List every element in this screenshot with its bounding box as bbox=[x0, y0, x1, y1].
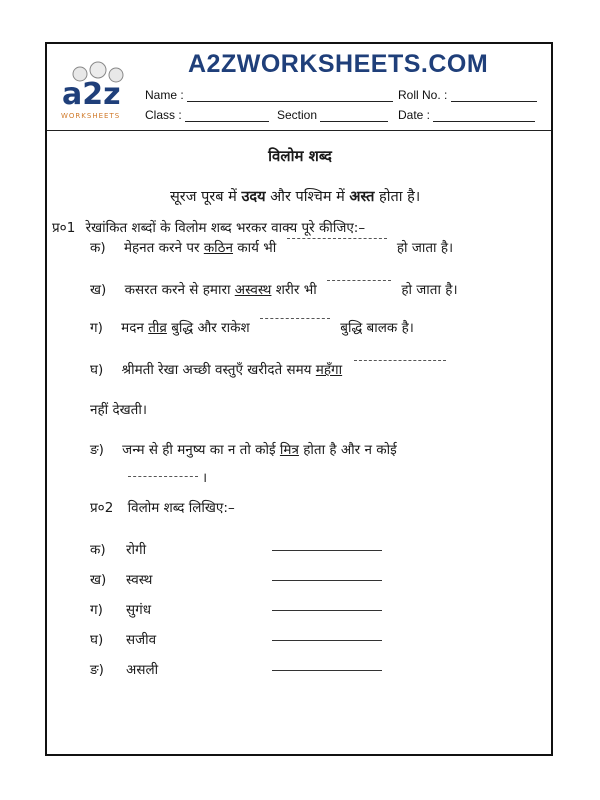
item-text: मदन bbox=[121, 320, 149, 336]
example-text: सूरज पूरब में bbox=[170, 189, 242, 205]
item-text: होता है और न कोई bbox=[298, 442, 397, 458]
item-text: हो जाता है। bbox=[396, 240, 454, 256]
date-label: Date : bbox=[398, 108, 431, 122]
item-text: मेहनत करने पर bbox=[123, 240, 204, 256]
q2-item-ga bbox=[90, 600, 382, 618]
item-label: क) bbox=[90, 542, 106, 558]
example-sentence bbox=[170, 186, 420, 206]
example-text: होता है। bbox=[374, 189, 421, 205]
item-label: ख) bbox=[90, 572, 107, 588]
item-text: बुद्धि बालक है। bbox=[340, 320, 414, 336]
q1-item-ka bbox=[90, 238, 453, 256]
class-field bbox=[145, 108, 269, 122]
example-text: और पश्चिम में bbox=[265, 189, 350, 205]
item-text: जन्म से ही मनुष्य का न तो कोई bbox=[122, 442, 280, 458]
name-blank[interactable] bbox=[187, 89, 393, 102]
item-text: शरीर भी bbox=[271, 282, 317, 298]
q1-item-kha bbox=[90, 280, 458, 298]
q1-item-gha-cont: नहीं देखती। bbox=[90, 402, 147, 418]
q1-item-ga bbox=[90, 318, 414, 336]
site-title: A2ZWORKSHEETS.COM bbox=[188, 50, 489, 78]
q2-instruction: विलोम शब्द लिखिए:– bbox=[127, 500, 235, 516]
q2-item-ka bbox=[90, 540, 382, 558]
underlined-word: तीव्र bbox=[148, 320, 167, 336]
class-blank[interactable] bbox=[185, 109, 269, 122]
item-word: रोगी bbox=[126, 542, 147, 558]
roll-label: Roll No. : bbox=[398, 88, 448, 102]
q2-number: प्र०2 bbox=[90, 500, 114, 516]
section-blank[interactable] bbox=[320, 109, 388, 122]
q1-item-gha bbox=[90, 360, 446, 378]
q1-instruction: रेखांकित शब्दों के विलोम शब्द भरकर वाक्य पूरे कीजिए:– bbox=[85, 220, 366, 236]
date-field bbox=[398, 108, 535, 122]
item-label: ङ) bbox=[90, 662, 104, 678]
date-blank[interactable] bbox=[433, 109, 535, 122]
q2-item-gha bbox=[90, 630, 382, 648]
item-text: हो जाता है। bbox=[401, 282, 458, 298]
q2-item-kha bbox=[90, 570, 382, 588]
underlined-word: मित्र bbox=[279, 442, 299, 458]
item-label: क) bbox=[90, 240, 106, 256]
underlined-word: महँगा bbox=[315, 362, 343, 378]
class-label: Class : bbox=[145, 108, 182, 122]
example-word-2: अस्त bbox=[349, 189, 375, 205]
page-title: विलोम शब्द bbox=[268, 147, 332, 165]
item-text: श्रीमती रेखा अच्छी वस्तुएँ खरीदते समय bbox=[121, 362, 316, 378]
answer-line[interactable] bbox=[272, 610, 382, 611]
answer-blank[interactable] bbox=[287, 238, 387, 239]
q1-item-nga-cont bbox=[128, 468, 207, 486]
example-word-1: उदय bbox=[241, 189, 266, 205]
item-word: स्वस्थ bbox=[126, 572, 153, 588]
q1-heading bbox=[52, 218, 365, 236]
answer-blank[interactable] bbox=[260, 318, 330, 319]
underlined-word: अस्वस्थ bbox=[234, 282, 272, 298]
q1-number: प्र०1 bbox=[52, 220, 76, 236]
item-text: कसरत करने से हमारा bbox=[124, 282, 235, 298]
a2z-logo bbox=[58, 60, 136, 122]
roll-field bbox=[398, 88, 537, 102]
item-label: ग) bbox=[90, 320, 103, 336]
underlined-word: कठिन bbox=[203, 240, 234, 256]
item-label: घ) bbox=[90, 362, 104, 378]
answer-line[interactable] bbox=[272, 580, 382, 581]
item-text: बुद्धि और राकेश bbox=[166, 320, 250, 336]
item-label: ङ) bbox=[90, 442, 104, 458]
answer-blank[interactable] bbox=[354, 360, 446, 361]
answer-blank[interactable] bbox=[327, 280, 391, 281]
q1-item-nga bbox=[90, 440, 397, 458]
item-label: ख) bbox=[90, 282, 107, 298]
item-word: सजीव bbox=[126, 632, 157, 648]
answer-blank[interactable] bbox=[128, 476, 198, 477]
section-field bbox=[277, 108, 388, 122]
name-label: Name : bbox=[145, 88, 184, 102]
answer-line[interactable] bbox=[272, 550, 382, 551]
header-divider bbox=[47, 130, 551, 131]
logo-text: a2z bbox=[62, 77, 121, 112]
q2-heading bbox=[90, 498, 235, 516]
roll-blank[interactable] bbox=[451, 89, 537, 102]
item-label: घ) bbox=[90, 632, 104, 648]
logo-subtext: WORKSHEETS bbox=[61, 112, 121, 120]
answer-line[interactable] bbox=[272, 670, 382, 671]
item-label: ग) bbox=[90, 602, 103, 618]
item-text: कार्य भी bbox=[233, 240, 277, 256]
item-text: । bbox=[202, 470, 208, 486]
answer-line[interactable] bbox=[272, 640, 382, 641]
section-label: Section bbox=[277, 108, 318, 122]
item-word: सुगंध bbox=[126, 602, 152, 618]
item-word: असली bbox=[126, 662, 159, 678]
name-field bbox=[145, 88, 393, 102]
q2-item-nga bbox=[90, 660, 382, 678]
